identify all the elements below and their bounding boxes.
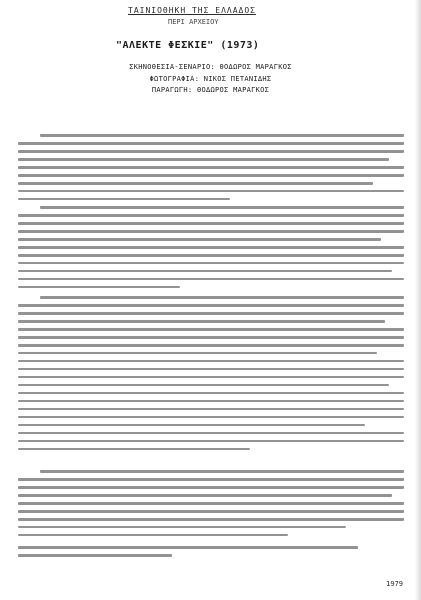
paragraph-5 — [18, 546, 404, 562]
credit-photography: ΦΩΤΟΓΡΑΦΙΑ: ΝΙΚΟΣ ΠΕΤΑΝΙΔΗΣ — [149, 75, 272, 83]
archive-header-stamp: ΤΑΙΝΙΟΘΗΚΗ ΤΗΣ ΕΛΛΑΔΟΣ — [128, 6, 256, 15]
credit-producer: ΠΑΡΑΓΩΓΗ: ΘΟΔΩΡΟΣ ΜΑΡΑΓΚΟΣ — [151, 86, 270, 94]
film-title: "ΑΛΕΚΤΕ ΦΕΣΚΙΕ" (1973) — [116, 40, 260, 51]
archive-subheader-stamp: ΠΕΡΙ ΑΡΧΕΙΟΥ — [168, 18, 219, 26]
paragraph-2 — [18, 206, 404, 294]
footer-date: 1979 — [386, 580, 403, 588]
paragraph-3 — [18, 296, 404, 456]
paragraph-4 — [18, 470, 404, 542]
paragraph-1 — [18, 134, 404, 206]
credit-director: ΣΚΗΝΟΘΕΣΙΑ-ΣΕΝΑΡΙΟ: ΘΟΔΩΡΟΣ ΜΑΡΑΓΚΟΣ — [129, 63, 292, 71]
page-edge-shadow — [415, 0, 421, 600]
